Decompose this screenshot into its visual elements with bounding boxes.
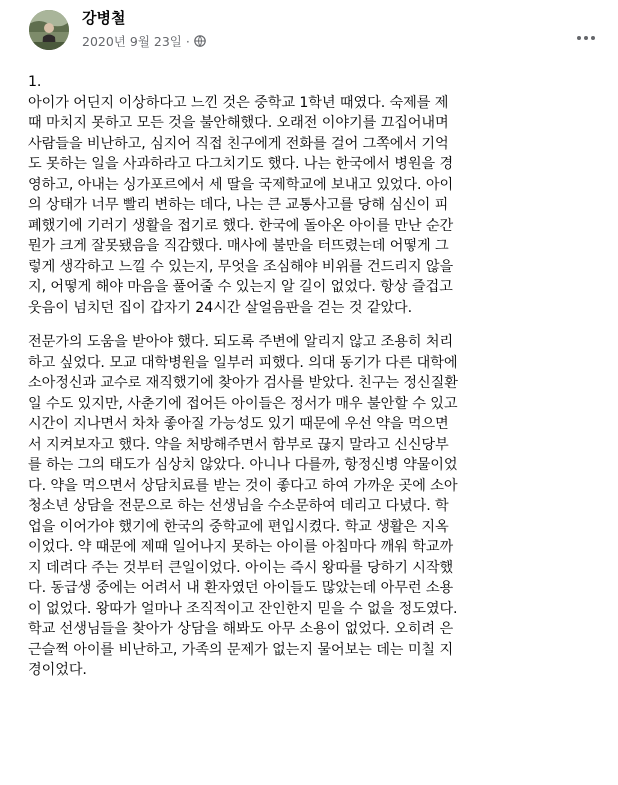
post-meta bbox=[82, 32, 206, 50]
post-paragraph bbox=[28, 332, 610, 681]
post-text-line: 폐했기에 기러기 생활을 접기로 했다. 한국에 돌아온 아이를 만난 순간 bbox=[28, 217, 454, 234]
post-text-line: 업을 이어가야 했기에 한국의 중학교에 편입시켰다. 학교 생활은 지옥 bbox=[28, 518, 449, 535]
post-text-line: 서 지켜보자고 했다. 약을 처방해주면서 함부로 끊지 말라고 신신당부 bbox=[28, 436, 449, 453]
post-text-line: 뭔가 크게 잘못됐음을 직감했다. 매사에 불만을 터뜨렸는데 어떻게 그 bbox=[28, 238, 449, 254]
post-header bbox=[0, 0, 618, 70]
post-text-line: 다. 약을 먹으면서 상담치료를 받는 것이 좋다고 하여 가까운 곳에 소아 bbox=[28, 477, 458, 494]
post-text-line: 도 못하는 일을 사과하라고 다그치기도 했다. 나는 한국에서 병원을 경 bbox=[28, 156, 454, 172]
avatar[interactable] bbox=[29, 10, 69, 50]
post-date[interactable]: 2020년 9월 23일 bbox=[82, 34, 182, 49]
post-text-line: 다. 동급생 중에는 어려서 내 환자였던 아이들도 많았는데 아무런 소용 bbox=[28, 580, 454, 596]
avatar-photo bbox=[29, 10, 69, 50]
post-text-line: 하고 싶었다. 모교 대학병원을 일부러 피했다. 의대 동기가 다른 대학에 bbox=[28, 354, 458, 371]
post-text-line: 소아정신과 교수로 재직했기에 찾아가 검사를 받았다. 친구는 정신질환 bbox=[28, 375, 458, 391]
post-text-line: 영하고, 아내는 싱가포르에서 세 딸을 국제학교에 보내고 있었다. 아이 bbox=[28, 176, 454, 193]
post-text-line: 경이었다. bbox=[28, 662, 87, 678]
post-text-line: 사람들을 비난하고, 심지어 직접 친구에게 전화를 걸어 그쪽에서 기억 bbox=[28, 135, 449, 152]
post-text-line: 시간이 지나면서 차차 좋아질 가능성도 있기 때문에 우선 약을 먹으면 bbox=[28, 416, 449, 432]
post-text-line: 전문가의 도움을 받아야 했다. 되도록 주변에 알리지 않고 조용히 처리 bbox=[28, 334, 454, 350]
author-name[interactable]: 강병철 bbox=[82, 9, 126, 27]
post-text-line: 때 마치지 못하고 모든 것을 불안해했다. 오래전 이야기를 끄집어내며 bbox=[28, 115, 449, 131]
post-text-line: 의 상태가 너무 빨리 변하는 데다, 나는 큰 교통사고를 당해 심신이 피 bbox=[28, 197, 449, 213]
post-body bbox=[28, 72, 610, 681]
post-text-line: 지, 어떻게 해야 마음을 풀어줄 수 있는지 알 길이 없었다. 항상 즐겁고 bbox=[28, 279, 453, 295]
post-text-line: 근슬쩍 아이를 비난하고, 가족의 문제가 없는지 물어보는 데는 미칠 지 bbox=[28, 641, 454, 658]
post-text-line: 학교 선생님들을 찾아가 상담을 해봐도 아무 소용이 없었다. 오히려 은 bbox=[28, 621, 454, 637]
post-text-line: 일 수도 있지만, 사춘기에 접어든 아이들은 정서가 매우 불안할 수 있고 bbox=[28, 395, 458, 412]
post-text-line: 렇게 생각하고 느낄 수 있는지, 무엇을 조심해야 비위를 건드리지 않을 bbox=[28, 258, 454, 275]
post-text-line: 아이가 어딘지 이상하다고 느낀 것은 중학교 1학년 때였다. 숙제를 제 bbox=[28, 94, 449, 111]
post-text-line: 웃음이 넘치던 집이 갑자기 24시간 살얼음판을 걷는 것 같았다. bbox=[28, 299, 413, 316]
post-text-line: 이었다. 약 때문에 제때 일어나지 못하는 아이를 아침마다 깨워 학교까 bbox=[28, 539, 454, 555]
paragraph-gap bbox=[28, 318, 610, 332]
post-text-line: 청소년 상담을 전문으로 하는 선생님을 수소문하여 데리고 다녔다. 학 bbox=[28, 498, 449, 514]
post-text-line: 1. bbox=[28, 74, 42, 90]
globe-icon[interactable] bbox=[194, 35, 206, 47]
post-text-line: 를 하는 그의 태도가 심상치 않았다. 아니나 다를까, 항정신병 약물이었 bbox=[28, 457, 458, 473]
post-text-line: 이 없었다. 왕따가 얼마나 조직적이고 잔인한지 믿을 수 없을 정도였다. bbox=[28, 600, 458, 617]
post-text-line: 지 데려다 주는 것부터 큰일이었다. 아이는 즉시 왕따를 당하기 시작했 bbox=[28, 559, 454, 576]
post-paragraph bbox=[28, 72, 610, 318]
more-horizontal-icon bbox=[576, 35, 596, 41]
meta-separator: · bbox=[185, 33, 190, 49]
more-options-button[interactable] bbox=[568, 24, 604, 52]
